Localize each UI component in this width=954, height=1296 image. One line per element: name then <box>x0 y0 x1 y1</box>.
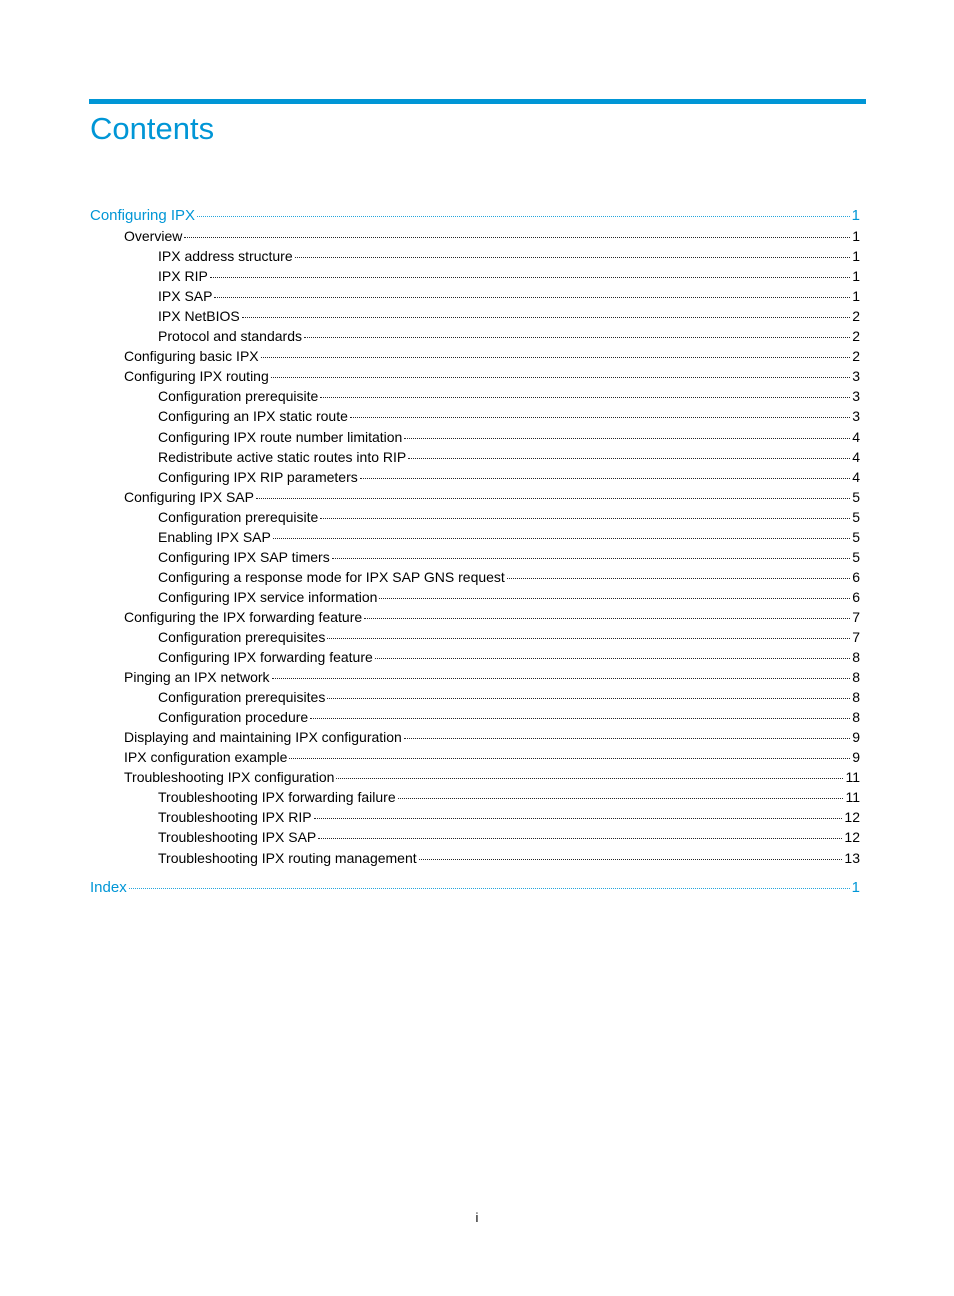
toc-entry-label: Redistribute active static routes into RIP <box>158 448 407 465</box>
toc-dot-leader <box>197 215 850 217</box>
toc-section-entry[interactable] <box>90 487 860 507</box>
toc-dot-leader <box>318 837 842 839</box>
toc-entry-label: Configuring a response mode for IPX SAP GNS request <box>158 568 505 585</box>
toc-subsection-entry[interactable] <box>90 547 860 567</box>
toc-subsection-entry[interactable] <box>90 266 860 286</box>
toc-entry-page-number: 4 <box>852 448 860 465</box>
toc-dot-leader <box>398 797 844 799</box>
toc-dot-leader <box>310 717 850 719</box>
toc-entry-page-number: 1 <box>852 248 860 265</box>
toc-entry-label: Configuring IPX RIP parameters <box>158 468 358 485</box>
toc-entry-page-number: 2 <box>852 328 860 345</box>
toc-subsection-entry[interactable] <box>90 427 860 447</box>
toc-entry-page-number: 8 <box>852 649 860 666</box>
toc-dot-leader <box>404 437 850 439</box>
toc-entry-page-number: 2 <box>852 348 860 365</box>
toc-dot-leader <box>327 697 850 699</box>
toc-dot-leader <box>332 557 850 559</box>
toc-entry-label: Pinging an IPX network <box>124 669 270 686</box>
toc-dot-leader <box>261 356 850 358</box>
toc-dot-leader <box>419 858 843 860</box>
toc-entry-page-number: 3 <box>852 368 860 385</box>
toc-dot-leader <box>242 316 850 318</box>
toc-subsection-entry[interactable] <box>90 627 860 647</box>
toc-dot-leader <box>350 416 850 418</box>
toc-entry-page-number: 2 <box>852 308 860 325</box>
toc-entry-page-number: 7 <box>852 628 860 645</box>
toc-entry-page-number: 9 <box>852 749 860 766</box>
toc-entry-page-number: 5 <box>852 488 860 505</box>
toc-subsection-entry[interactable] <box>90 246 860 266</box>
toc-entry-page-number: 1 <box>852 288 860 305</box>
toc-entry-label: Enabling IPX SAP <box>158 528 271 545</box>
toc-entry-page-number: 1 <box>851 879 860 897</box>
toc-entry-label: Configuration prerequisites <box>158 628 326 645</box>
toc-entry-label: Configuration prerequisite <box>158 508 319 525</box>
toc-dot-leader <box>289 757 850 759</box>
toc-entry-page-number: 1 <box>852 268 860 285</box>
table-of-contents <box>90 206 860 898</box>
toc-entry-page-number: 8 <box>852 689 860 706</box>
toc-entry-page-number: 4 <box>852 468 860 485</box>
toc-entry-label: Troubleshooting IPX forwarding failure <box>158 789 396 806</box>
toc-entry-label: IPX address structure <box>158 248 293 265</box>
toc-entry-page-number: 1 <box>852 228 860 245</box>
toc-entry-label: IPX SAP <box>158 288 213 305</box>
toc-entry-label: IPX NetBIOS <box>158 308 240 325</box>
toc-dot-leader <box>214 296 850 298</box>
toc-section-entry[interactable] <box>90 226 860 246</box>
toc-entry-page-number: 7 <box>852 608 860 625</box>
toc-subsection-entry[interactable] <box>90 286 860 306</box>
toc-entry-label: Configuration prerequisite <box>158 388 319 405</box>
toc-dot-leader <box>327 637 850 639</box>
toc-subsection-entry[interactable] <box>90 848 860 868</box>
toc-dot-leader <box>320 396 850 398</box>
toc-subsection-entry[interactable] <box>90 787 860 807</box>
toc-dot-leader <box>320 517 850 519</box>
toc-dot-leader <box>304 336 850 338</box>
toc-dot-leader <box>375 657 850 659</box>
toc-section-entry[interactable] <box>90 667 860 687</box>
toc-entry-label: Troubleshooting IPX routing management <box>158 849 417 866</box>
toc-entry-page-number: 12 <box>844 829 860 846</box>
toc-entry-label: Troubleshooting IPX RIP <box>158 809 312 826</box>
toc-dot-leader <box>379 597 850 599</box>
toc-dot-leader <box>273 537 850 539</box>
toc-entry-page-number: 11 <box>845 769 860 786</box>
toc-entry-label: Configuring IPX service information <box>158 588 378 605</box>
toc-section-entry[interactable] <box>90 366 860 386</box>
toc-dot-leader <box>210 276 850 278</box>
toc-subsection-entry[interactable] <box>90 386 860 406</box>
toc-subsection-entry[interactable] <box>90 647 860 667</box>
toc-entry-label: Troubleshooting IPX SAP <box>158 829 317 846</box>
toc-entry-label: Overview <box>124 228 183 245</box>
toc-dot-leader <box>184 236 850 238</box>
toc-entry-page-number: 5 <box>852 508 860 525</box>
toc-entry-page-number: 11 <box>845 789 860 806</box>
toc-dot-leader <box>336 777 843 779</box>
toc-subsection-entry[interactable] <box>90 567 860 587</box>
toc-subsection-entry[interactable] <box>90 507 860 527</box>
toc-subsection-entry[interactable] <box>90 447 860 467</box>
toc-subsection-entry[interactable] <box>90 587 860 607</box>
toc-entry-page-number: 5 <box>852 548 860 565</box>
toc-subsection-entry[interactable] <box>90 687 860 707</box>
toc-entry-page-number: 1 <box>851 207 860 224</box>
toc-entry-page-number: 4 <box>852 428 860 445</box>
toc-entry-label: Troubleshooting IPX configuration <box>124 769 335 786</box>
toc-entry-label: Configuring an IPX static route <box>158 408 348 425</box>
toc-entry-label: Configuring IPX route number limitation <box>158 428 403 445</box>
toc-entry-label: Configuring IPX routing <box>124 368 269 385</box>
toc-section-entry[interactable] <box>90 346 860 366</box>
toc-dot-leader <box>256 497 850 499</box>
page-number: i <box>475 1210 479 1225</box>
toc-entry-page-number: 6 <box>852 588 860 605</box>
toc-entry-label: Configuring IPX SAP timers <box>158 548 330 565</box>
toc-entry-label: Index <box>90 879 127 897</box>
title-rule <box>89 99 866 104</box>
toc-entry-page-number: 5 <box>852 528 860 545</box>
toc-dot-leader <box>129 887 850 889</box>
toc-entry-label: Configuration procedure <box>158 709 309 726</box>
toc-entry-label: IPX configuration example <box>124 749 288 766</box>
toc-entry-label: Configuration prerequisites <box>158 689 326 706</box>
toc-entry-label: Configuring IPX forwarding feature <box>158 649 373 666</box>
toc-subsection-entry[interactable] <box>90 527 860 547</box>
toc-entry-page-number: 3 <box>852 408 860 425</box>
toc-dot-leader <box>364 617 850 619</box>
toc-entry-label: Configuring basic IPX <box>124 348 259 365</box>
toc-subsection-entry[interactable] <box>90 707 860 727</box>
toc-entry-label: Configuring the IPX forwarding feature <box>124 608 363 625</box>
toc-section-entry[interactable] <box>90 607 860 627</box>
toc-subsection-entry[interactable] <box>90 827 860 847</box>
toc-entry-page-number: 3 <box>852 388 860 405</box>
toc-entry-label: Protocol and standards <box>158 328 302 345</box>
toc-dot-leader <box>404 737 850 739</box>
toc-entry-label: Displaying and maintaining IPX configuration <box>124 729 402 746</box>
toc-chapter-entry[interactable] <box>90 878 860 898</box>
toc-dot-leader <box>272 677 850 679</box>
toc-entry-page-number: 13 <box>844 849 860 866</box>
toc-chapter-entry[interactable] <box>90 206 860 226</box>
toc-subsection-entry[interactable] <box>90 326 860 346</box>
toc-entry-page-number: 9 <box>852 729 860 746</box>
toc-dot-leader <box>271 376 850 378</box>
toc-dot-leader <box>314 817 843 819</box>
toc-entry-page-number: 8 <box>852 669 860 686</box>
toc-dot-leader <box>360 477 850 479</box>
toc-dot-leader <box>408 457 850 459</box>
toc-subsection-entry[interactable] <box>90 467 860 487</box>
toc-section-entry[interactable] <box>90 767 860 787</box>
toc-subsection-entry[interactable] <box>90 306 860 326</box>
toc-entry-page-number: 6 <box>852 568 860 585</box>
toc-subsection-entry[interactable] <box>90 406 860 426</box>
toc-entry-label: Configuring IPX SAP <box>124 488 254 505</box>
toc-entry-label: IPX RIP <box>158 268 208 285</box>
toc-dot-leader <box>295 256 850 258</box>
toc-entry-label: Configuring IPX <box>90 207 196 224</box>
toc-section-entry[interactable] <box>90 727 860 747</box>
page-title: Contents <box>90 111 215 146</box>
toc-entry-page-number: 12 <box>844 809 860 826</box>
toc-section-entry[interactable] <box>90 747 860 767</box>
toc-entry-page-number: 8 <box>852 709 860 726</box>
toc-subsection-entry[interactable] <box>90 807 860 827</box>
toc-dot-leader <box>507 577 850 579</box>
